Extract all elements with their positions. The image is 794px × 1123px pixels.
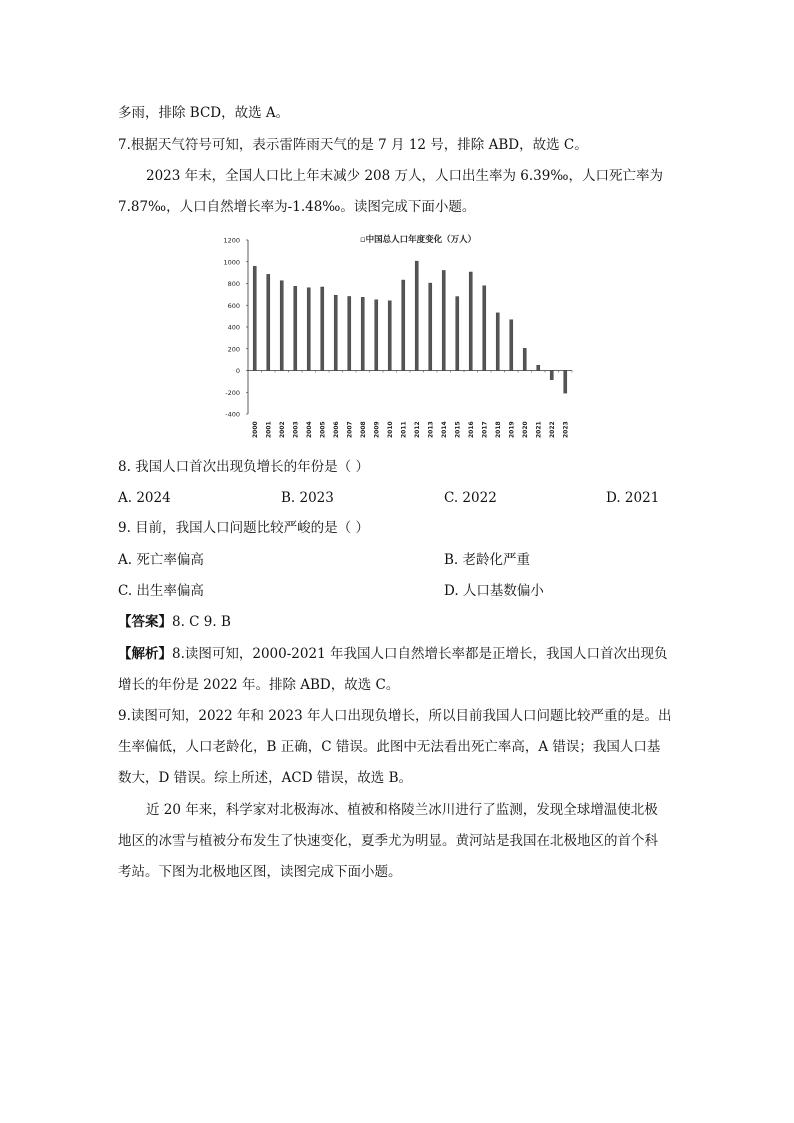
y-tick-label: 1200 — [223, 236, 240, 245]
text-line: 多雨，排除 BCD，故选 A。 — [118, 105, 290, 121]
x-tick-label: 2009 — [373, 421, 381, 438]
x-tick-label: 2001 — [265, 421, 273, 438]
bar-2016 — [469, 272, 472, 371]
text-line: 9.读图可知，2022 年和 2023 年人口出现负增长，所以目前我国人口问题比较严重的是。出 — [118, 708, 672, 724]
text-line: 7.根据天气符号可知，表示雷阵雨天气的是 7 月 12 号，排除 ABD，故选 C。 — [118, 137, 588, 153]
x-tick-label: 2023 — [562, 421, 570, 438]
bar-2006 — [334, 295, 337, 370]
text-line: 2023 年末，全国人口比上年末减少 208 万人，人口出生率为 6.39‰，人口死亡率为 — [146, 168, 663, 184]
bar-2009 — [375, 300, 378, 371]
option-9d[interactable]: D. 人口基数偏小 — [444, 583, 544, 599]
x-tick-label: 2006 — [332, 421, 340, 438]
question-9: 9. 目前，我国人口问题比较严峻的是（ ） — [118, 520, 369, 536]
text-line: 增长的年份是 2022 年。排除 ABD，故选 C。 — [118, 677, 400, 693]
text-line: 考站。下图为北极地区图，读图完成下面小题。 — [118, 864, 402, 880]
y-tick-label: 200 — [227, 345, 240, 354]
x-tick-label: 2019 — [508, 421, 516, 438]
x-tick-label: 2003 — [292, 421, 300, 438]
y-tick-label: 600 — [227, 301, 240, 310]
y-tick-label: -200 — [225, 388, 240, 397]
bar-2017 — [483, 286, 486, 371]
population-bar-chart — [223, 232, 576, 442]
bar-2007 — [348, 296, 351, 370]
option-9a[interactable]: A. 死亡率偏高 — [118, 552, 204, 568]
answer-label: 【答案】 — [118, 614, 172, 630]
bar-2020 — [523, 348, 526, 370]
bar-2003 — [294, 286, 297, 370]
answer-text: 8. C 9. B — [172, 614, 231, 630]
bar-2019 — [510, 320, 513, 371]
x-tick-label: 2022 — [548, 421, 556, 438]
bar-2015 — [456, 297, 459, 371]
option-8c[interactable]: C. 2022 — [444, 490, 497, 506]
x-tick-label: 2020 — [521, 421, 529, 438]
question-8: 8. 我国人口首次出现负增长的年份是（ ） — [118, 459, 369, 475]
x-tick-label: 2015 — [454, 421, 462, 438]
text-line: 近 20 年来，科学家对北极海冰、植被和格陵兰冰川进行了监测，发现全球增温使北极 — [146, 802, 658, 818]
option-8d[interactable]: D. 2021 — [606, 490, 660, 506]
y-tick-label: 400 — [227, 323, 240, 332]
bar-2002 — [280, 281, 283, 371]
option-9c[interactable]: C. 出生率偏高 — [118, 583, 204, 599]
option-8a[interactable]: A. 2024 — [118, 490, 171, 506]
bar-2005 — [321, 287, 324, 371]
x-tick-label: 2008 — [359, 421, 367, 438]
bar-2021 — [537, 365, 540, 370]
x-tick-label: 2017 — [481, 421, 489, 438]
bar-2011 — [402, 280, 405, 370]
x-tick-label: 2005 — [319, 421, 327, 438]
answer-line — [118, 612, 231, 632]
bar-2012 — [415, 261, 418, 370]
bar-2010 — [388, 301, 391, 371]
text-line: 7.87‰，人口自然增长率为-1.48‰。读图完成下面小题。 — [118, 199, 476, 215]
x-tick-label: 2012 — [413, 421, 421, 438]
bar-2013 — [429, 283, 432, 370]
bar-2008 — [361, 297, 364, 370]
x-tick-label: 2016 — [467, 421, 475, 438]
y-tick-label: 1000 — [223, 258, 240, 267]
x-tick-label: 2010 — [386, 421, 394, 438]
analysis-text: 8.读图可知，2000-2021 年我国人口自然增长率都是正增长，我国人口首次出现负 — [172, 646, 668, 662]
bar-2023 — [564, 371, 567, 394]
option-9b[interactable]: B. 老龄化严重 — [444, 552, 531, 568]
chart-title: ▫中国总人口年度变化（万人） — [359, 235, 477, 245]
text-line: 生率偏低，人口老龄化，B 正确，C 错误。此图中无法看出死亡率高，A 错误；我国人口基 — [118, 739, 661, 755]
text-line: 地区的冰雪与植被分布发生了快速变化，夏季尤为明显。黄河站是我国在北极地区的首个科 — [118, 833, 658, 849]
x-tick-label: 2011 — [400, 421, 408, 438]
y-tick-label: 800 — [227, 280, 240, 288]
text-line: 数大，D 错误。综上所述，ACD 错误，故选 B。 — [118, 770, 413, 786]
option-8b[interactable]: B. 2023 — [281, 490, 334, 506]
y-tick-label: 0 — [235, 367, 240, 375]
bar-2014 — [442, 270, 445, 370]
bar-2001 — [267, 274, 270, 370]
x-tick-label: 2014 — [440, 421, 448, 438]
bar-2022 — [550, 371, 553, 380]
x-tick-label: 2004 — [305, 421, 313, 438]
x-tick-label: 2007 — [346, 421, 354, 438]
y-tick-label: -400 — [225, 410, 240, 419]
x-tick-label: 2018 — [494, 421, 502, 438]
bar-2018 — [496, 313, 499, 371]
x-tick-label: 2013 — [427, 421, 435, 438]
x-tick-label: 2002 — [278, 421, 286, 438]
analysis-line — [118, 644, 667, 664]
analysis-label: 【解析】 — [118, 646, 172, 662]
bar-2004 — [307, 288, 310, 371]
bar-2000 — [253, 266, 256, 370]
x-tick-label: 2000 — [251, 421, 259, 438]
x-tick-label: 2021 — [535, 421, 543, 438]
